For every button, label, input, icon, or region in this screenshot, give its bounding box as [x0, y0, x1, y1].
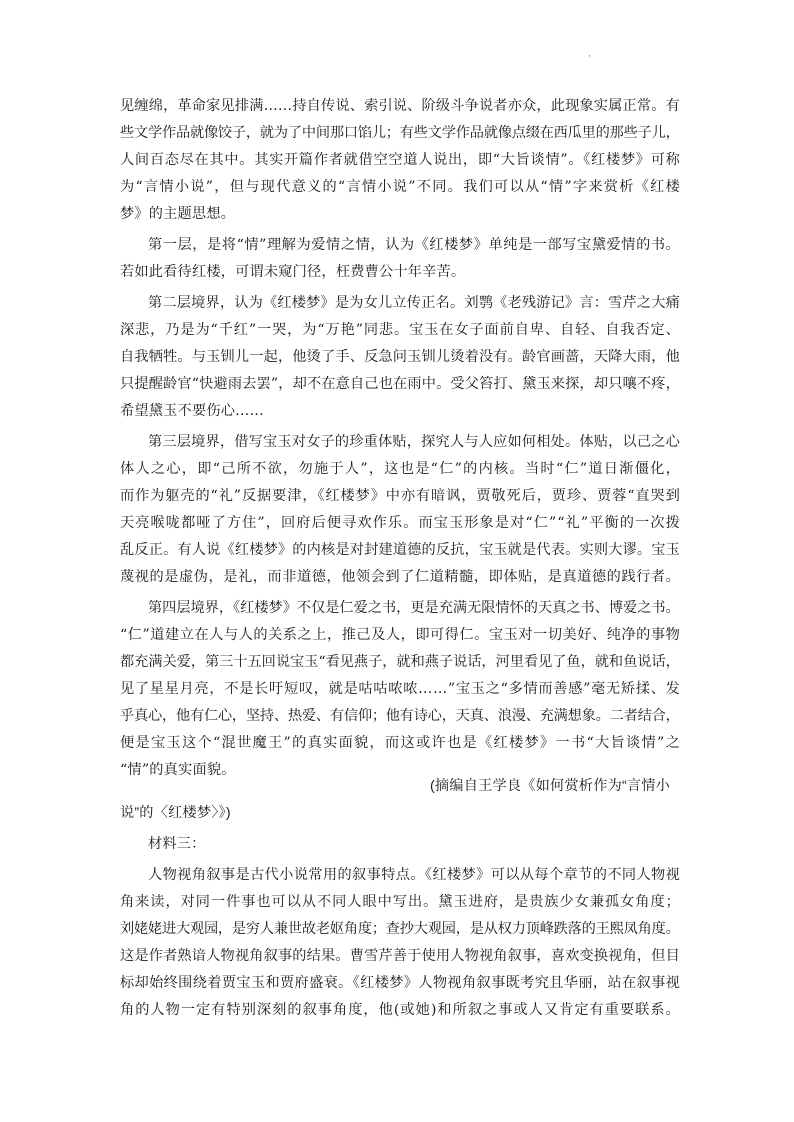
- paragraph-line: 见了星星月亮，不是长吁短叹，就是咕咕哝哝……”宝玉之“多情而善感”毫无矫揉、发: [120, 681, 681, 697]
- paragraph-line: 标却始终围绕着贾宝玉和贾府盛衰。《红楼梦》人物视角叙事既考究且华丽，站在叙事视: [120, 975, 681, 991]
- paragraph-line: 见缠绵，革命家见排满……持自传说、索引说、阶级斗争说者亦众，此现象实属正常。有: [120, 98, 680, 114]
- paragraph-line: 角的人物一定有特别深刻的叙事角度，他(或她)和所叙之事或人又肯定有重要联系。: [120, 1002, 681, 1018]
- paragraph-line: 而作为躯壳的“礼”反据要津，《红楼梦》中亦有暗讽，贾敬死后，贾珍、贾蓉“直哭到: [120, 488, 681, 504]
- paragraph-line: 若如此看待红楼，可谓未窥门径，枉费曹公十年辛苦。: [120, 264, 466, 280]
- paragraph-line: 都充满关爱，第三十五回说宝玉“看见燕子，就和燕子说话，河里看见了鱼，就和鱼说话，: [120, 654, 680, 670]
- paragraph-line: 体人之心，即“己所不欲，勿施于人”，这也是“仁”的内核。当时“仁”道日渐僵化，: [120, 461, 682, 477]
- paragraph-line: 这是作者熟谙人物视角叙事的结果。曹雪芹善于使用人物视角叙事，喜欢变换视角，但目: [120, 948, 680, 964]
- paragraph-line: “情”的真实面貌。: [120, 762, 236, 778]
- paragraph-line: 人物视角叙事是古代小说常用的叙事特点。《红楼梦》可以从每个章节的不同人物视: [148, 867, 681, 883]
- paragraph-line: 人间百态尽在其中。其实开篇作者就借空空道人说出，即“大旨谈情”。《红楼梦》可称: [120, 152, 681, 168]
- paragraph-line: 蔑视的是虚伪，是礼，而非道德，他领会到了仁道精髓，即体贴，是真道德的践行者。: [120, 569, 681, 585]
- source-citation: (摘编自王学良《如何赏析作为“言情小: [430, 778, 671, 794]
- paragraph-line: 希望黛玉不要伤心……: [120, 403, 264, 419]
- paragraph-line: 天亮喉咙都哑了方住”，回府后便寻欢作乐。而宝玉形象是对“仁”“礼”平衡的一次拨: [120, 515, 681, 531]
- paragraph-line: 梦》的主题思想。: [120, 206, 236, 222]
- section-heading: 材料三：: [148, 836, 206, 852]
- paragraph-line: 便是宝玉这个“混世魔王”的真实面貌，而这或许也是《红楼梦》一书“大旨谈情”之: [120, 735, 682, 751]
- paragraph-line: 乎真心，他有仁心，坚持、热爱、有信仰；他有诗心，天真、浪漫、充满想象。二者结合，: [120, 708, 680, 724]
- paragraph-line: 第二层境界，认为《红楼梦》是为女儿立传正名。刘鹗《老残游记》言：雪芹之大痛: [148, 295, 680, 311]
- paragraph-line: 乱反正。有人说《红楼梦》的内核是对封建道德的反抗，宝玉就是代表。实则大谬。宝玉: [120, 542, 680, 558]
- header-mark: ·: [588, 52, 591, 62]
- paragraph-line: 些文学作品就像饺子，就为了中间那口馅儿；有些文学作品就像点缀在西瓜里的那些子儿，: [120, 125, 680, 141]
- paragraph-line: 只提醒龄官“快避雨去罢”，却不在意自己也在雨中。受父笞打、黛玉来探，却只嚷不疼，: [120, 376, 680, 392]
- paragraph-line: 第四层境界，《红楼梦》不仅是仁爱之书，更是充满无限情怀的天真之书、博爱之书。: [148, 600, 680, 616]
- paragraph-line: 第三层境界，借写宝玉对女子的珍重体贴，探究人与人应如何相处。体贴，以己之心: [148, 434, 680, 450]
- paragraph-line: 刘姥姥进大观园，是穷人兼世故老妪角度；查抄大观园，是从权力顶峰跌落的王熙凤角度。: [120, 921, 680, 937]
- source-citation: 说”的〈红楼梦〉》): [120, 805, 231, 821]
- paragraph-line: 为“言情小说”，但与现代意义的“言情小说”不同。我们可以从“情”字来赏析《红楼: [120, 179, 682, 195]
- paragraph-line: 角来读，对同一件事也可以从不同人眼中写出。黛玉进府，是贵族少女兼孤女角度；: [120, 894, 681, 910]
- paragraph-line: “仁”道建立在人与人的关系之上，推己及人，即可得仁。宝玉对一切美好、纯净的事物: [120, 627, 681, 643]
- paragraph-line: 深悲，乃是为“千红”一哭，为“万艳”同悲。宝玉在女子面前自卑、自轻、自我否定、: [120, 322, 681, 338]
- paragraph-line: 自我牺牲。与玉钏儿一起，他烫了手、反急问玉钏儿烫着没有。龄官画蔷，天降大雨，他: [120, 349, 680, 365]
- paragraph-line: 第一层，是将“情”理解为爱情之情，认为《红楼梦》单纯是一部写宝黛爱情的书。: [148, 237, 681, 253]
